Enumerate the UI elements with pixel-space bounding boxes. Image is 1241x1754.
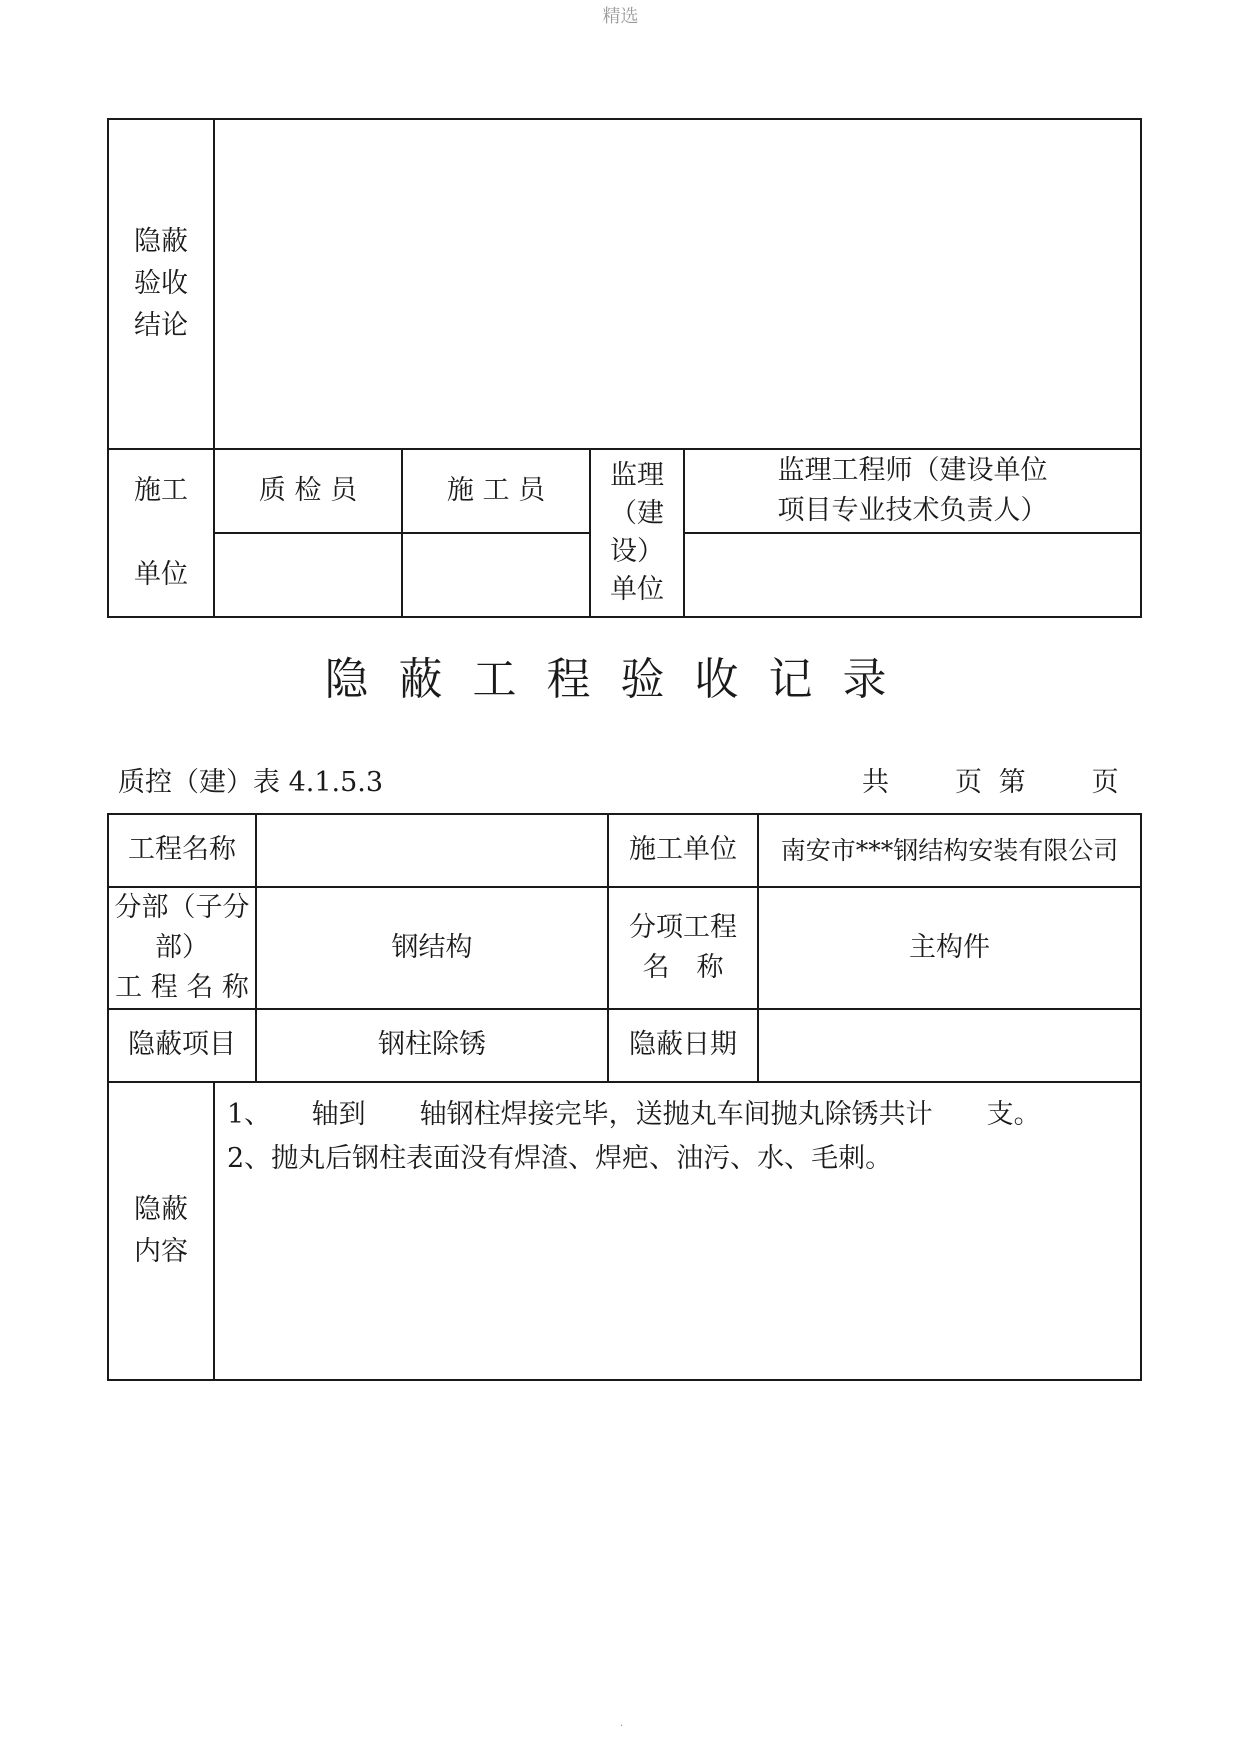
item-name-label: 分项工程 名 称: [608, 887, 758, 1009]
constructor-signature[interactable]: [402, 533, 590, 617]
footer-dot: .: [620, 1718, 624, 1729]
project-name-value[interactable]: [256, 814, 608, 887]
page-count: 共 页 第 页: [862, 767, 1123, 798]
hidden-works-record-table: [107, 813, 1142, 1381]
hidden-content-label: 隐蔽 内容: [108, 1082, 214, 1380]
acceptance-signoff-table: [107, 118, 1142, 618]
qc-inspector-label: 质 检 员: [214, 449, 402, 533]
item-name-value[interactable]: 主构件: [758, 887, 1141, 1009]
supervision-engineer-signature[interactable]: [684, 533, 1141, 617]
project-name-label: 工程名称: [108, 814, 256, 887]
constructor-label: 施 工 员: [402, 449, 590, 533]
division-name-label: 分部（子分部） 工 程 名 称: [108, 887, 256, 1009]
hidden-content[interactable]: [214, 1082, 1141, 1380]
hidden-date-value[interactable]: [758, 1009, 1141, 1082]
hidden-item-value[interactable]: 钢柱除锈: [256, 1009, 608, 1082]
division-name-value[interactable]: 钢结构: [256, 887, 608, 1009]
conclusion-content[interactable]: [214, 119, 1141, 449]
hidden-item-label: 隐蔽项目: [108, 1009, 256, 1082]
page-title: 隐蔽工程验收记录: [324, 654, 917, 705]
qc-inspector-signature[interactable]: [214, 533, 402, 617]
content-line-1: 1、 轴到 轴钢柱焊接完毕，送抛丸车间抛丸除锈共计 支。: [227, 1099, 1041, 1130]
conclusion-label: 隐蔽 验收 结论: [108, 119, 214, 449]
supervision-unit-label: 监理 （建 设） 单位: [590, 449, 684, 617]
watermark: 精选: [602, 6, 639, 27]
supervision-engineer-label: 监理工程师（建设单位 项目专业技术负责人）: [684, 449, 1141, 533]
hidden-date-label: 隐蔽日期: [608, 1009, 758, 1082]
form-code: 质控（建）表 4.1.5.3: [118, 767, 384, 798]
content-line-2: 2、抛丸后钢柱表面没有焊渣、焊疤、油污、水、毛刺。: [227, 1143, 893, 1174]
construction-unit-label: 施工单位: [608, 814, 758, 887]
construction-unit-value[interactable]: 南安市***钢结构安装有限公司: [758, 814, 1141, 887]
construction-unit-label: 施工 单位: [108, 449, 214, 617]
